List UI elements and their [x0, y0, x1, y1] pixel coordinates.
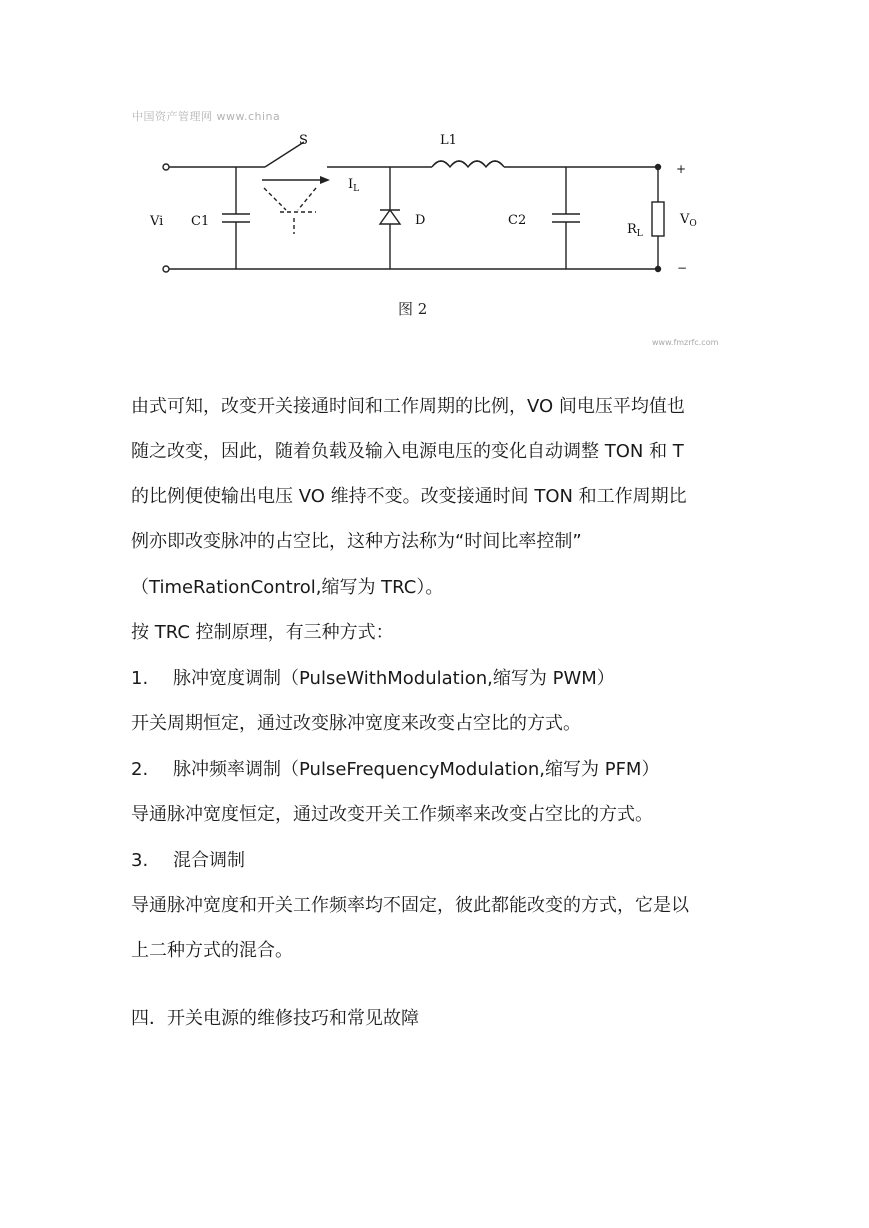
list-item-description: 开关周期恒定，通过改变脉冲宽度来改变占空比的方式。	[131, 713, 581, 734]
list-item-description: 导通脉冲宽度恒定，通过改变开关工作频率来改变占空比的方式。	[131, 804, 653, 825]
list-item-title: 脉冲频率调制（PulseFrequencyModulation,缩写为 PFM）	[173, 759, 660, 780]
input-terminal-top	[163, 164, 169, 170]
section-heading: 四．开关电源的维修技巧和常见故障	[131, 1008, 419, 1029]
paragraph-line: 例亦即改变脉冲的占空比，这种方法称为“时间比率控制”	[131, 531, 582, 552]
current-arrow-head	[320, 176, 330, 184]
list-item-title: 脉冲宽度调制（PulseWithModulation,缩写为 PWM）	[173, 668, 615, 689]
watermark-top: 中国资产管理网 www.china	[132, 110, 281, 123]
label-current: $I_L$	[348, 177, 360, 194]
label-diode: D	[415, 213, 426, 228]
output-node-top	[655, 164, 661, 170]
label-inductor: L1	[440, 133, 457, 148]
list-item-1	[131, 667, 751, 690]
label-c2: C2	[508, 213, 527, 228]
figure-caption: 图 2	[398, 300, 428, 318]
diode-symbol	[380, 210, 400, 224]
list-item-title: 混合调制	[173, 850, 245, 871]
label-minus: −	[677, 261, 688, 275]
watermark-bottom: www.fmzrfc.com	[652, 338, 719, 347]
label-vin: Vi	[150, 214, 164, 229]
label-vout: $V_O$	[680, 212, 697, 229]
paragraph-line: 的比例便使输出电压 VO 维持不变。改变接通时间 TON 和工作周期比	[131, 486, 687, 507]
list-number: 3.	[131, 850, 149, 871]
list-item-description: 上二种方式的混合。	[131, 940, 293, 961]
paragraph-line: （TimeRationControl,缩写为 TRC）。	[131, 577, 444, 598]
paragraph-line: 由式可知，改变开关接通时间和工作周期的比例，VO 间电压平均值也	[131, 396, 685, 417]
list-item-description: 导通脉冲宽度和开关工作频率均不固定，彼此都能改变的方式，它是以	[131, 895, 689, 916]
label-plus: +	[676, 162, 687, 176]
output-node-bottom	[655, 266, 661, 272]
list-number: 1.	[131, 668, 149, 689]
label-load-resistor: $R_L$	[627, 222, 643, 239]
list-item-2	[131, 758, 751, 781]
input-terminal-bottom	[163, 266, 169, 272]
label-c1: C1	[191, 214, 210, 229]
paragraph-line: 随之改变，因此，随着负载及输入电源电压的变化自动调整 TON 和 T	[131, 441, 684, 462]
list-number: 2.	[131, 759, 149, 780]
paragraph-intro: 按 TRC 控制原理，有三种方式：	[131, 622, 394, 643]
list-item-3	[131, 849, 751, 872]
label-switch: S	[299, 133, 308, 148]
circuit-figure	[120, 100, 720, 350]
